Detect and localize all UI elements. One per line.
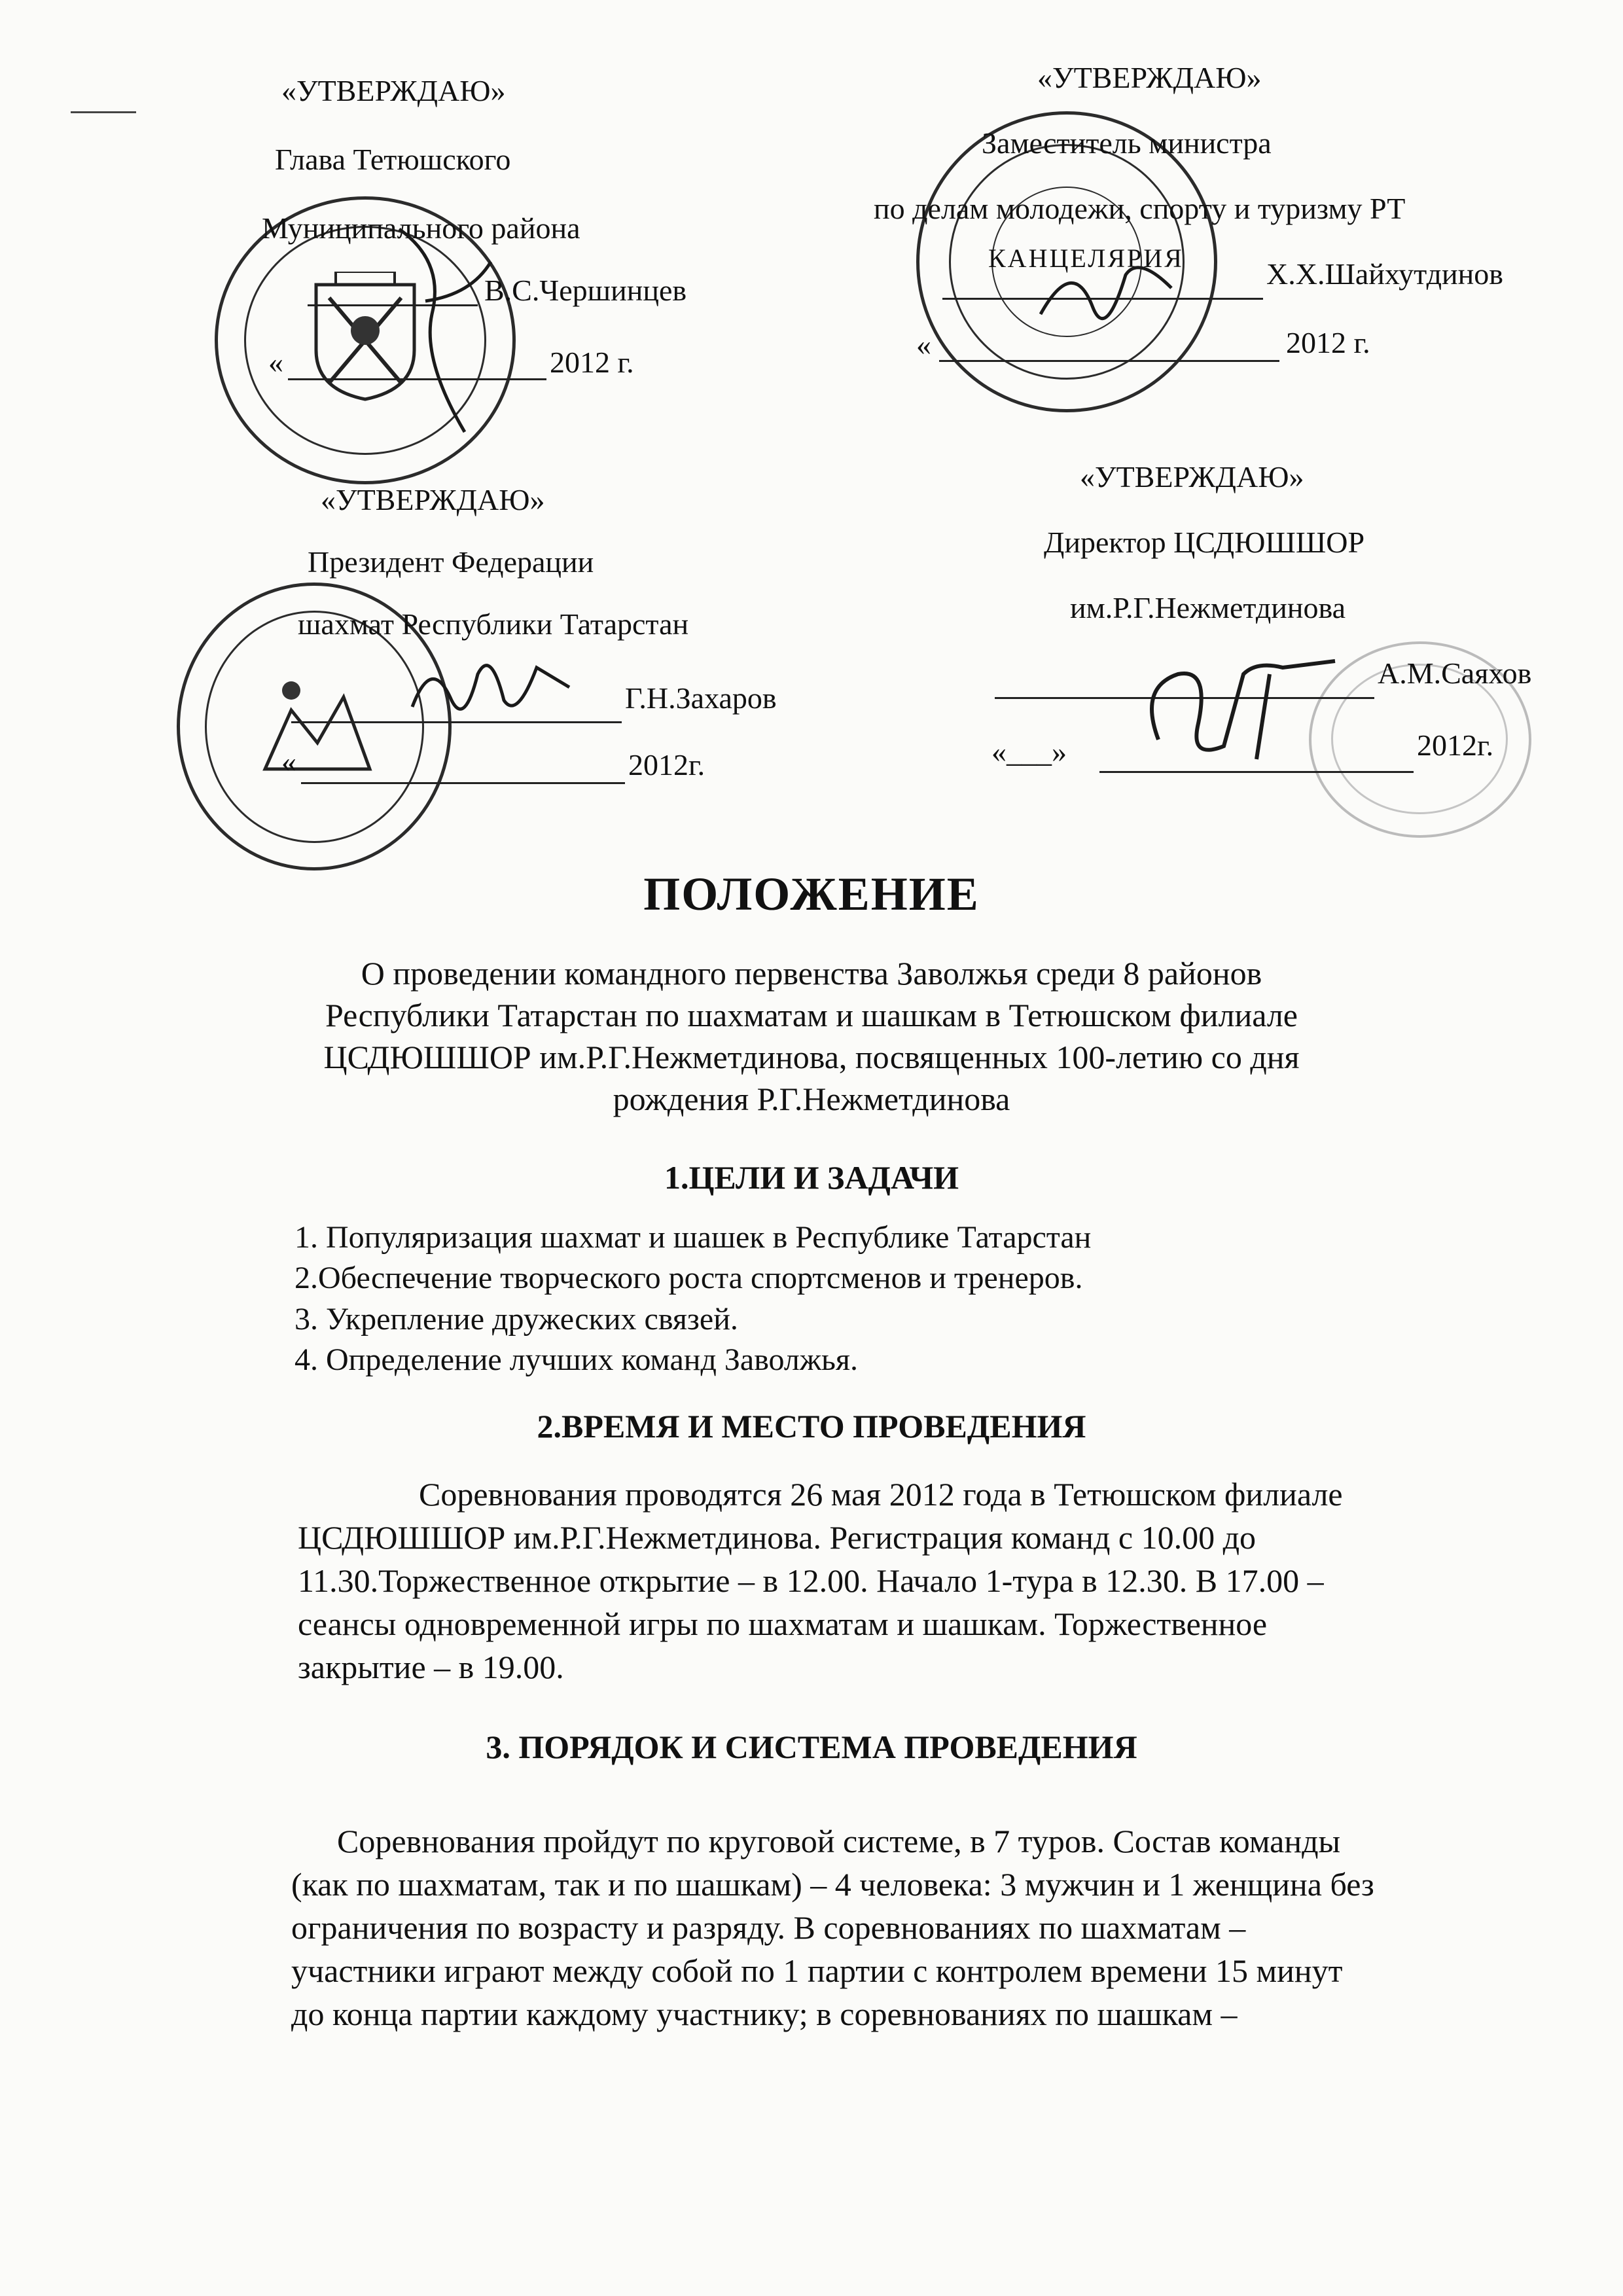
approval-1-name: В.С.Чершинцев bbox=[484, 274, 687, 307]
paragraph-line: 11.30.Торжественное открытие – в 12.00. Начало 1-тура в 12.30. В 17.00 – bbox=[298, 1562, 1324, 1599]
paragraph-line: закрытие – в 19.00. bbox=[298, 1649, 564, 1685]
list-item: 3. Укрепление дружеских связей. bbox=[294, 1301, 738, 1336]
approval-2-date: 2012 г. bbox=[1286, 326, 1370, 359]
approval-4-date-prefix: «___» bbox=[991, 735, 1067, 768]
approval-3-date: 2012г. bbox=[628, 748, 705, 781]
section-1-list bbox=[294, 1217, 1091, 1381]
approval-2-date-line bbox=[939, 360, 1279, 362]
approval-4-name: А.М.Саяхов bbox=[1378, 656, 1532, 690]
approval-3-position: Президент Федерации bbox=[308, 545, 594, 579]
approval-2-organization: по делам молодежи, спорту и туризму РТ bbox=[874, 192, 1406, 225]
approval-1-date-prefix: « bbox=[268, 346, 283, 379]
approval-2-stamp-label: КАНЦЕЛЯРИЯ bbox=[988, 243, 1184, 273]
subtitle-line: Республики Татарстан по шахматам и шашкам в Тетюшском филиале bbox=[325, 997, 1298, 1033]
approval-3-organization: шахмат Республики Татарстан bbox=[298, 607, 689, 641]
section-1-heading: 1.ЦЕЛИ И ЗАДАЧИ bbox=[664, 1159, 959, 1196]
approval-4-date-line bbox=[1099, 771, 1414, 773]
approval-4-signature bbox=[1139, 648, 1348, 766]
approval-3-header: «УТВЕРЖДАЮ» bbox=[321, 483, 545, 516]
section-2-text bbox=[298, 1473, 1343, 1689]
paragraph-line: (как по шахматам, так и по шашкам) – 4 человека: 3 мужчин и 1 женщина без bbox=[291, 1866, 1374, 1903]
list-item: 2.Обеспечение творческого роста спортсменов и тренеров. bbox=[294, 1261, 1083, 1296]
paragraph-line: Соревнования проводятся 26 мая 2012 года в Тетюшском филиале bbox=[419, 1476, 1343, 1513]
approval-2-name: Х.Х.Шайхутдинов bbox=[1266, 257, 1503, 291]
approval-4-organization: им.Р.Г.Нежметдинова bbox=[1070, 591, 1346, 624]
approval-4-position: Директор ЦСДЮШШОР bbox=[1044, 526, 1365, 559]
approval-3-date-line bbox=[301, 782, 625, 784]
approval-1-header: «УТВЕРЖДАЮ» bbox=[281, 74, 506, 107]
subtitle-line: рождения Р.Г.Нежметдинова bbox=[613, 1081, 1010, 1117]
section-3-text bbox=[291, 1820, 1374, 2036]
paragraph-line: Соревнования пройдут по круговой системе, в 7 туров. Состав команды bbox=[337, 1823, 1341, 1859]
approval-1-signature bbox=[386, 223, 504, 439]
paragraph-line: сеансы одновременной игры по шахматам и шашкам. Торжественное bbox=[298, 1605, 1268, 1642]
approval-2-signature bbox=[1034, 249, 1178, 340]
approval-2-date-prefix: « bbox=[916, 328, 931, 361]
approval-2-position: Заместитель министра bbox=[982, 126, 1272, 160]
document-subtitle bbox=[0, 952, 1623, 1120]
approval-1-date: 2012 г. bbox=[550, 346, 634, 379]
subtitle-line: О проведении командного первенства Заволжья среди 8 районов bbox=[361, 955, 1262, 992]
list-item: 1. Популяризация шахмат и шашек в Республике Татарстан bbox=[294, 1220, 1092, 1255]
section-2-heading: 2.ВРЕМЯ И МЕСТО ПРОВЕДЕНИЯ bbox=[537, 1408, 1086, 1444]
document-title: ПОЛОЖЕНИЕ bbox=[643, 868, 980, 920]
approval-2-header: «УТВЕРЖДАЮ» bbox=[1037, 61, 1262, 94]
list-item: 4. Определение лучших команд Заволжья. bbox=[294, 1342, 858, 1378]
paragraph-line: ограничения по возрасту и разряду. В соревнованиях по шахматам – bbox=[291, 1909, 1246, 1946]
section-3-heading: 3. ПОРЯДОК И СИСТЕМА ПРОВЕДЕНИЯ bbox=[486, 1729, 1137, 1765]
subtitle-line: ЦСДЮШШОР им.Р.Г.Нежметдинова, посвященных 100-летию со дня bbox=[323, 1039, 1300, 1075]
approval-3-signature bbox=[406, 648, 576, 726]
paragraph-line: до конца партии каждому участнику; в соревнованиях по шашкам – bbox=[291, 1996, 1238, 2032]
paragraph-line: ЦСДЮШШОР им.Р.Г.Нежметдинова. Регистрация команд с 10.00 до bbox=[298, 1519, 1257, 1556]
scan-mark bbox=[71, 111, 136, 113]
approval-4-date: 2012г. bbox=[1417, 728, 1494, 762]
approval-3-name: Г.Н.Захаров bbox=[625, 681, 777, 715]
approval-1-organization: Муниципального района bbox=[262, 211, 580, 245]
approval-1-position: Глава Тетюшского bbox=[275, 143, 511, 176]
federation-emblem-icon bbox=[252, 671, 383, 789]
approval-3-date-prefix: « bbox=[281, 745, 296, 778]
paragraph-line: участники играют между собой по 1 партии с контролем времени 15 минут bbox=[291, 1952, 1343, 1989]
approval-4-header: «УТВЕРЖДАЮ» bbox=[1080, 460, 1304, 493]
